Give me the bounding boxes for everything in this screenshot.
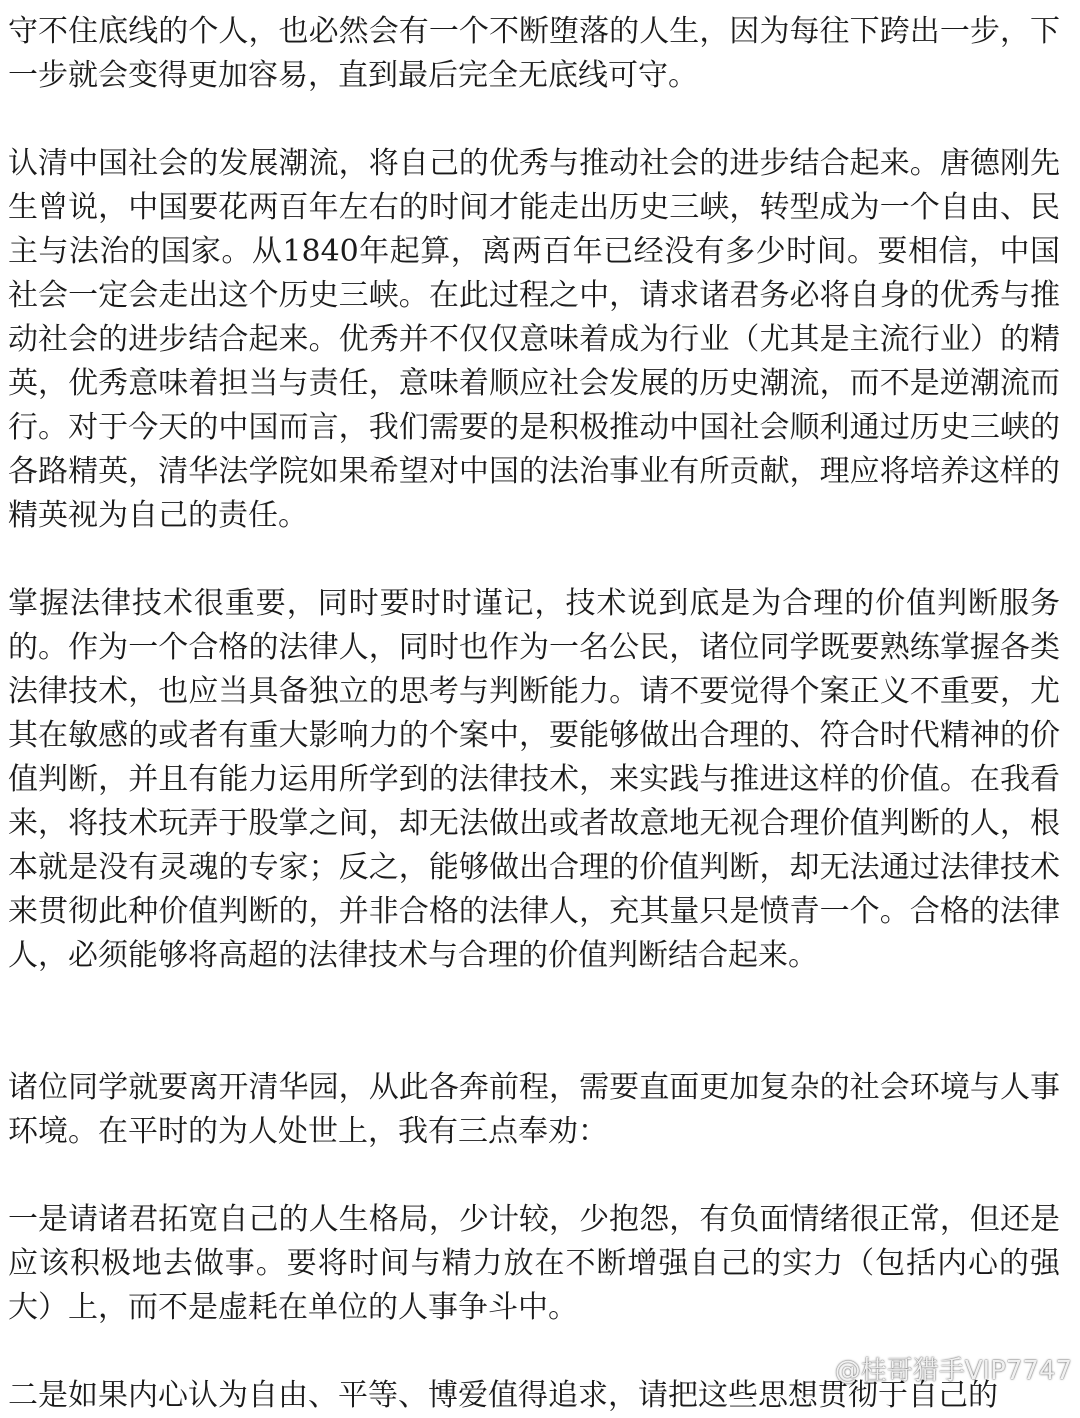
paragraph-2: 认清中国社会的发展潮流，将自己的优秀与推动社会的进步结合起来。唐德刚先生曾说，中国要花两百年左右的时间才能走出历史三峡，转型成为一个自由、民主与法治的国家。从1840年起算，离两百年已经没有多少时间。要相信，中国社会一定会走出这个历史三峡。在此过程之中，请求诸君务必将自身的优秀与推动社会的进步结合起来。优秀并不仅仅意味着成为行业（尤其是主流行业）的精英，优秀意味着担当与责任，意味着顺应社会发展的历史潮流，而不是逆潮流而行。对于今天的中国而言，我们需要的是积极推动中国社会顺利通过历史三峡的各路精英，清华法学院如果希望对中国的法治事业有所贡献，理应将培养这样的精英视为自己的责任。 — [8, 146, 1060, 533]
watermark-text: @桂哥猎手VIP7747 — [834, 1355, 1072, 1386]
weibo-watermark — [799, 1350, 1072, 1386]
paragraph-6-partial: 二是如果内心认为自由、平等、博爱值得追求，请把这些思想贯彻于自己的 — [8, 1378, 998, 1413]
paragraph-1: 守不住底线的个人，也必然会有一个不断堕落的人生，因为每往下跨出一步，下一步就会变得更加容易，直到最后完全无底线可守。 — [8, 14, 1060, 93]
weibo-icon — [799, 1355, 829, 1381]
paragraph-3: 掌握法律技术很重要，同时要时时谨记，技术说到底是为合理的价值判断服务的。作为一个合格的法律人，同时也作为一名公民，诸位同学既要熟练掌握各类法律技术，也应当具备独立的思考与判断能力。请不要觉得个案正义不重要，尤其在敏感的或者有重大影响力的个案中，要能够做出合理的、符合时代精神的价值判断，并且有能力运用所学到的法律技术，来实践与推进这样的价值。在我看来，将技术玩弄于股掌之间，却无法做出或者故意地无视合理价值判断的人，根本就是没有灵魂的专家；反之，能够做出合理的价值判断，却无法通过法律技术来贯彻此种价值判断的，并非合格的法律人，充其量只是愤青一个。合格的法律人，必须能够将高超的法律技术与合理的价值判断结合起来。 — [8, 586, 1060, 973]
paragraph-5: 一是请诸君拓宽自己的人生格局，少计较，少抱怨，有负面情绪很正常，但还是应该积极地去做事。要将时间与精力放在不断增强自己的实力（包括内心的强大）上，而不是虚耗在单位的人事争斗中。 — [8, 1202, 1060, 1325]
paragraph-4: 诸位同学就要离开清华园，从此各奔前程，需要直面更加复杂的社会环境与人事环境。在平时的为人处世上，我有三点奉劝： — [8, 1070, 1060, 1149]
